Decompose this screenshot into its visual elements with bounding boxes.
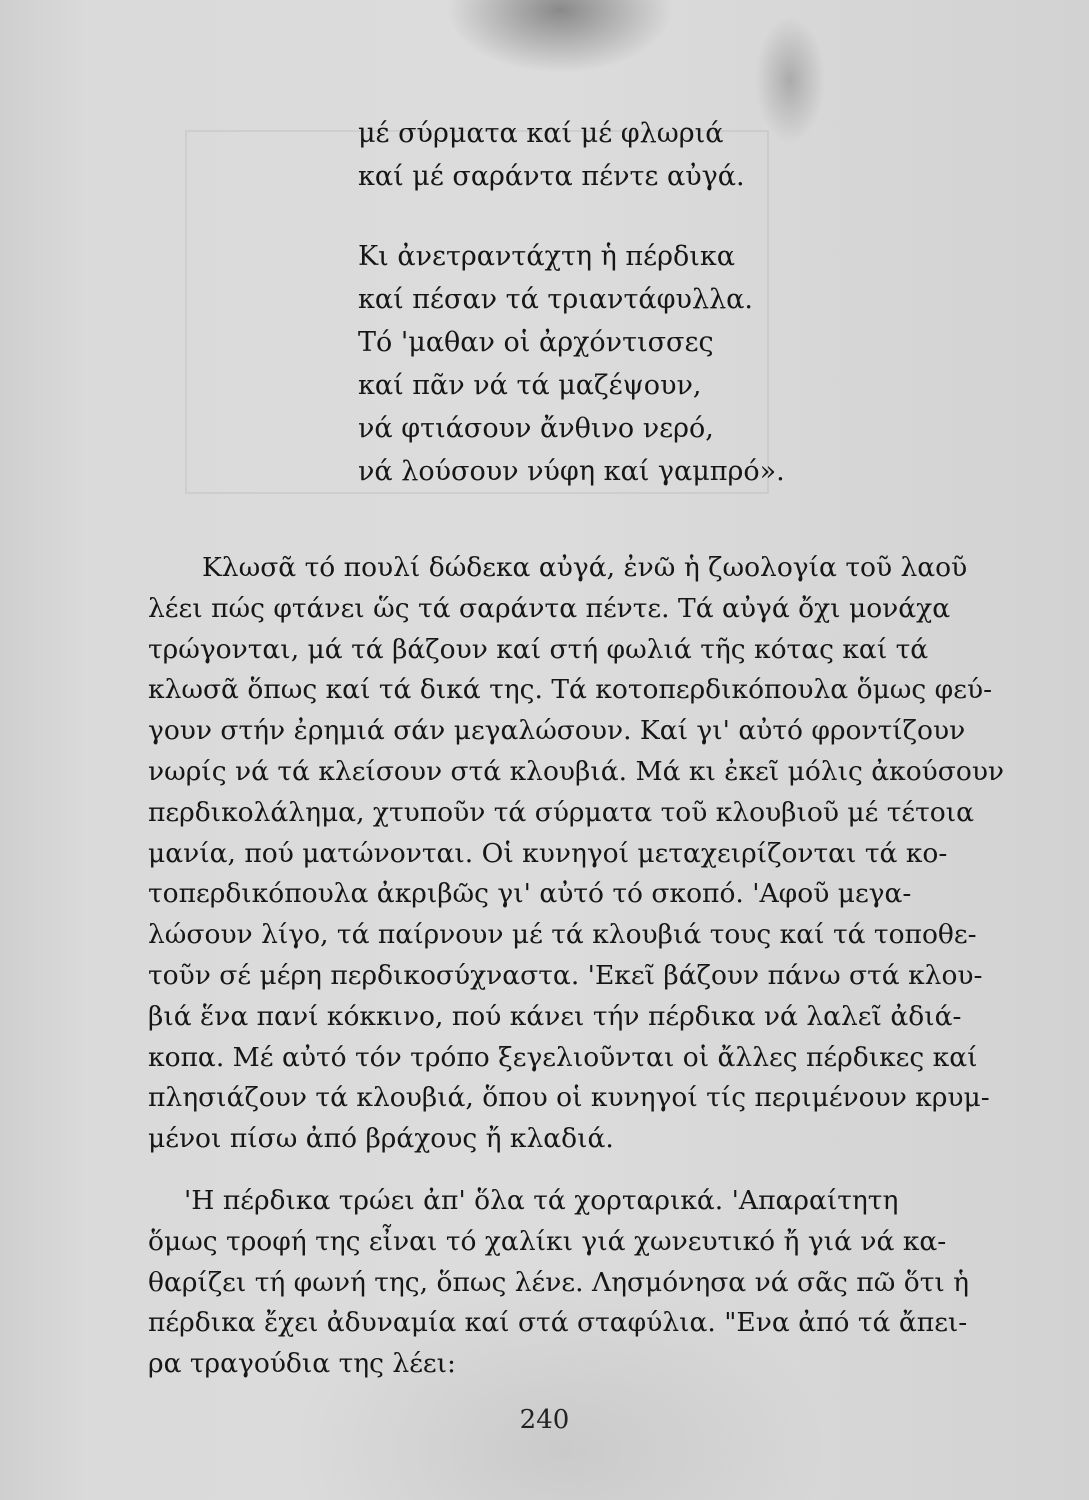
prose-line: μανία, πού ματώνονται. Οἱ κυνηγοί μεταχειρίζονται τά κο- — [148, 837, 948, 869]
prose-line: τοπερδικόπουλα ἀκριβῶς γι' αὐτό τό σκοπό. 'Αφοῦ μεγα- — [148, 878, 912, 910]
prose-line: πλησιάζουν τά κλουβιά, ὅπου οἱ κυνηγοί τίς περιμένουν κρυμ- — [148, 1082, 990, 1114]
prose-line: κοπα. Μέ αὐτό τόν τρόπο ξεγελιοῦνται οἱ ἄλλες πέρδικες καί — [148, 1041, 978, 1073]
prose-line: τρώγονται, μά τά βάζουν καί στή φωλιά τῆς κότας καί τά — [148, 633, 929, 665]
prose-block — [148, 548, 1008, 1385]
prose-line: ὅμως τροφή της εἶναι τό χαλίκι γιά χωνευτικό ἤ γιά νά κα- — [148, 1225, 947, 1257]
prose-line: Κλωσᾶ τό πουλί δώδεκα αὐγά, ἐνῶ ἡ ζωολογία τοῦ λαοῦ — [202, 552, 968, 583]
prose-line: τοῦν σέ μέρη περδικοσύχναστα. 'Εκεῖ βάζουν πάνω στά κλου- — [148, 959, 983, 991]
paragraph-2 — [148, 1181, 1008, 1385]
poem-line: καί πᾶν νά τά μαζέψουν, — [358, 370, 702, 401]
poem-line: νά λούσουν νύφη καί γαμπρό». — [358, 456, 785, 487]
poem-block — [358, 112, 785, 493]
poem-stanza-1 — [358, 112, 785, 198]
poem-line: καί πέσαν τά τριαντάφυλλα. — [358, 284, 753, 315]
poem-line: καί μέ σαράντα πέντε αὐγά. — [358, 161, 745, 192]
paragraph-1 — [148, 548, 1008, 1160]
prose-line: μένοι πίσω ἀπό βράχους ἤ κλαδιά. — [148, 1123, 614, 1155]
page-number: 240 — [519, 1405, 570, 1435]
prose-line: κλωσᾶ ὅπως καί τά δικά της. Τά κοτοπερδικόπουλα ὅμως φεύ- — [148, 674, 993, 706]
prose-line: περδικολάλημα, χτυποῦν τά σύρματα τοῦ κλουβιοῦ μέ τέτοια — [148, 796, 975, 828]
prose-line: βιά ἕνα πανί κόκκινο, πού κάνει τήν πέρδικα νά λαλεῖ ἀδιά- — [148, 1000, 962, 1032]
poem-stanza-2 — [358, 235, 785, 493]
stanza-spacer — [358, 198, 785, 235]
prose-line: ρα τραγούδια της λέει: — [148, 1348, 456, 1380]
prose-line: λέει πώς φτάνει ὥς τά σαράντα πέντε. Τά αὐγά ὄχι μονάχα — [148, 592, 951, 624]
poem-line: νά φτιάσουν ἄνθινο νερό, — [358, 413, 714, 444]
prose-line: θαρίζει τή φωνή της, ὅπως λένε. Λησμόνησα νά σᾶς πῶ ὅτι ἡ — [148, 1266, 970, 1298]
poem-line: Κι ἀνετραντάχτη ἡ πέρδικα — [358, 241, 735, 272]
prose-line: νωρίς νά τά κλείσουν στά κλουβιά. Μά κι ἐκεῖ μόλις ἀκούσουν — [148, 755, 1005, 787]
poem-line: Τό 'μαθαν οἱ ἀρχόντισσες — [358, 327, 714, 358]
poem-line: μέ σύρματα καί μέ φλωριά — [358, 118, 724, 149]
paragraph-spacer — [148, 1160, 1008, 1181]
prose-line: 'Η πέρδικα τρώει ἀπ' ὅλα τά χορταρικά. 'Απαραίτητη — [184, 1184, 899, 1216]
prose-line: λώσουν λίγο, τά παίρνουν μέ τά κλουβιά τους καί τά τοποθε- — [148, 919, 977, 951]
prose-line: γουν στήν ἐρημιά σάν μεγαλώσουν. Καί γι' αὐτό φροντίζουν — [148, 715, 966, 747]
prose-line: πέρδικα ἔχει ἀδυναμία καί στά σταφύλια. "Ενα ἀπό τά ἄπει- — [148, 1307, 968, 1339]
